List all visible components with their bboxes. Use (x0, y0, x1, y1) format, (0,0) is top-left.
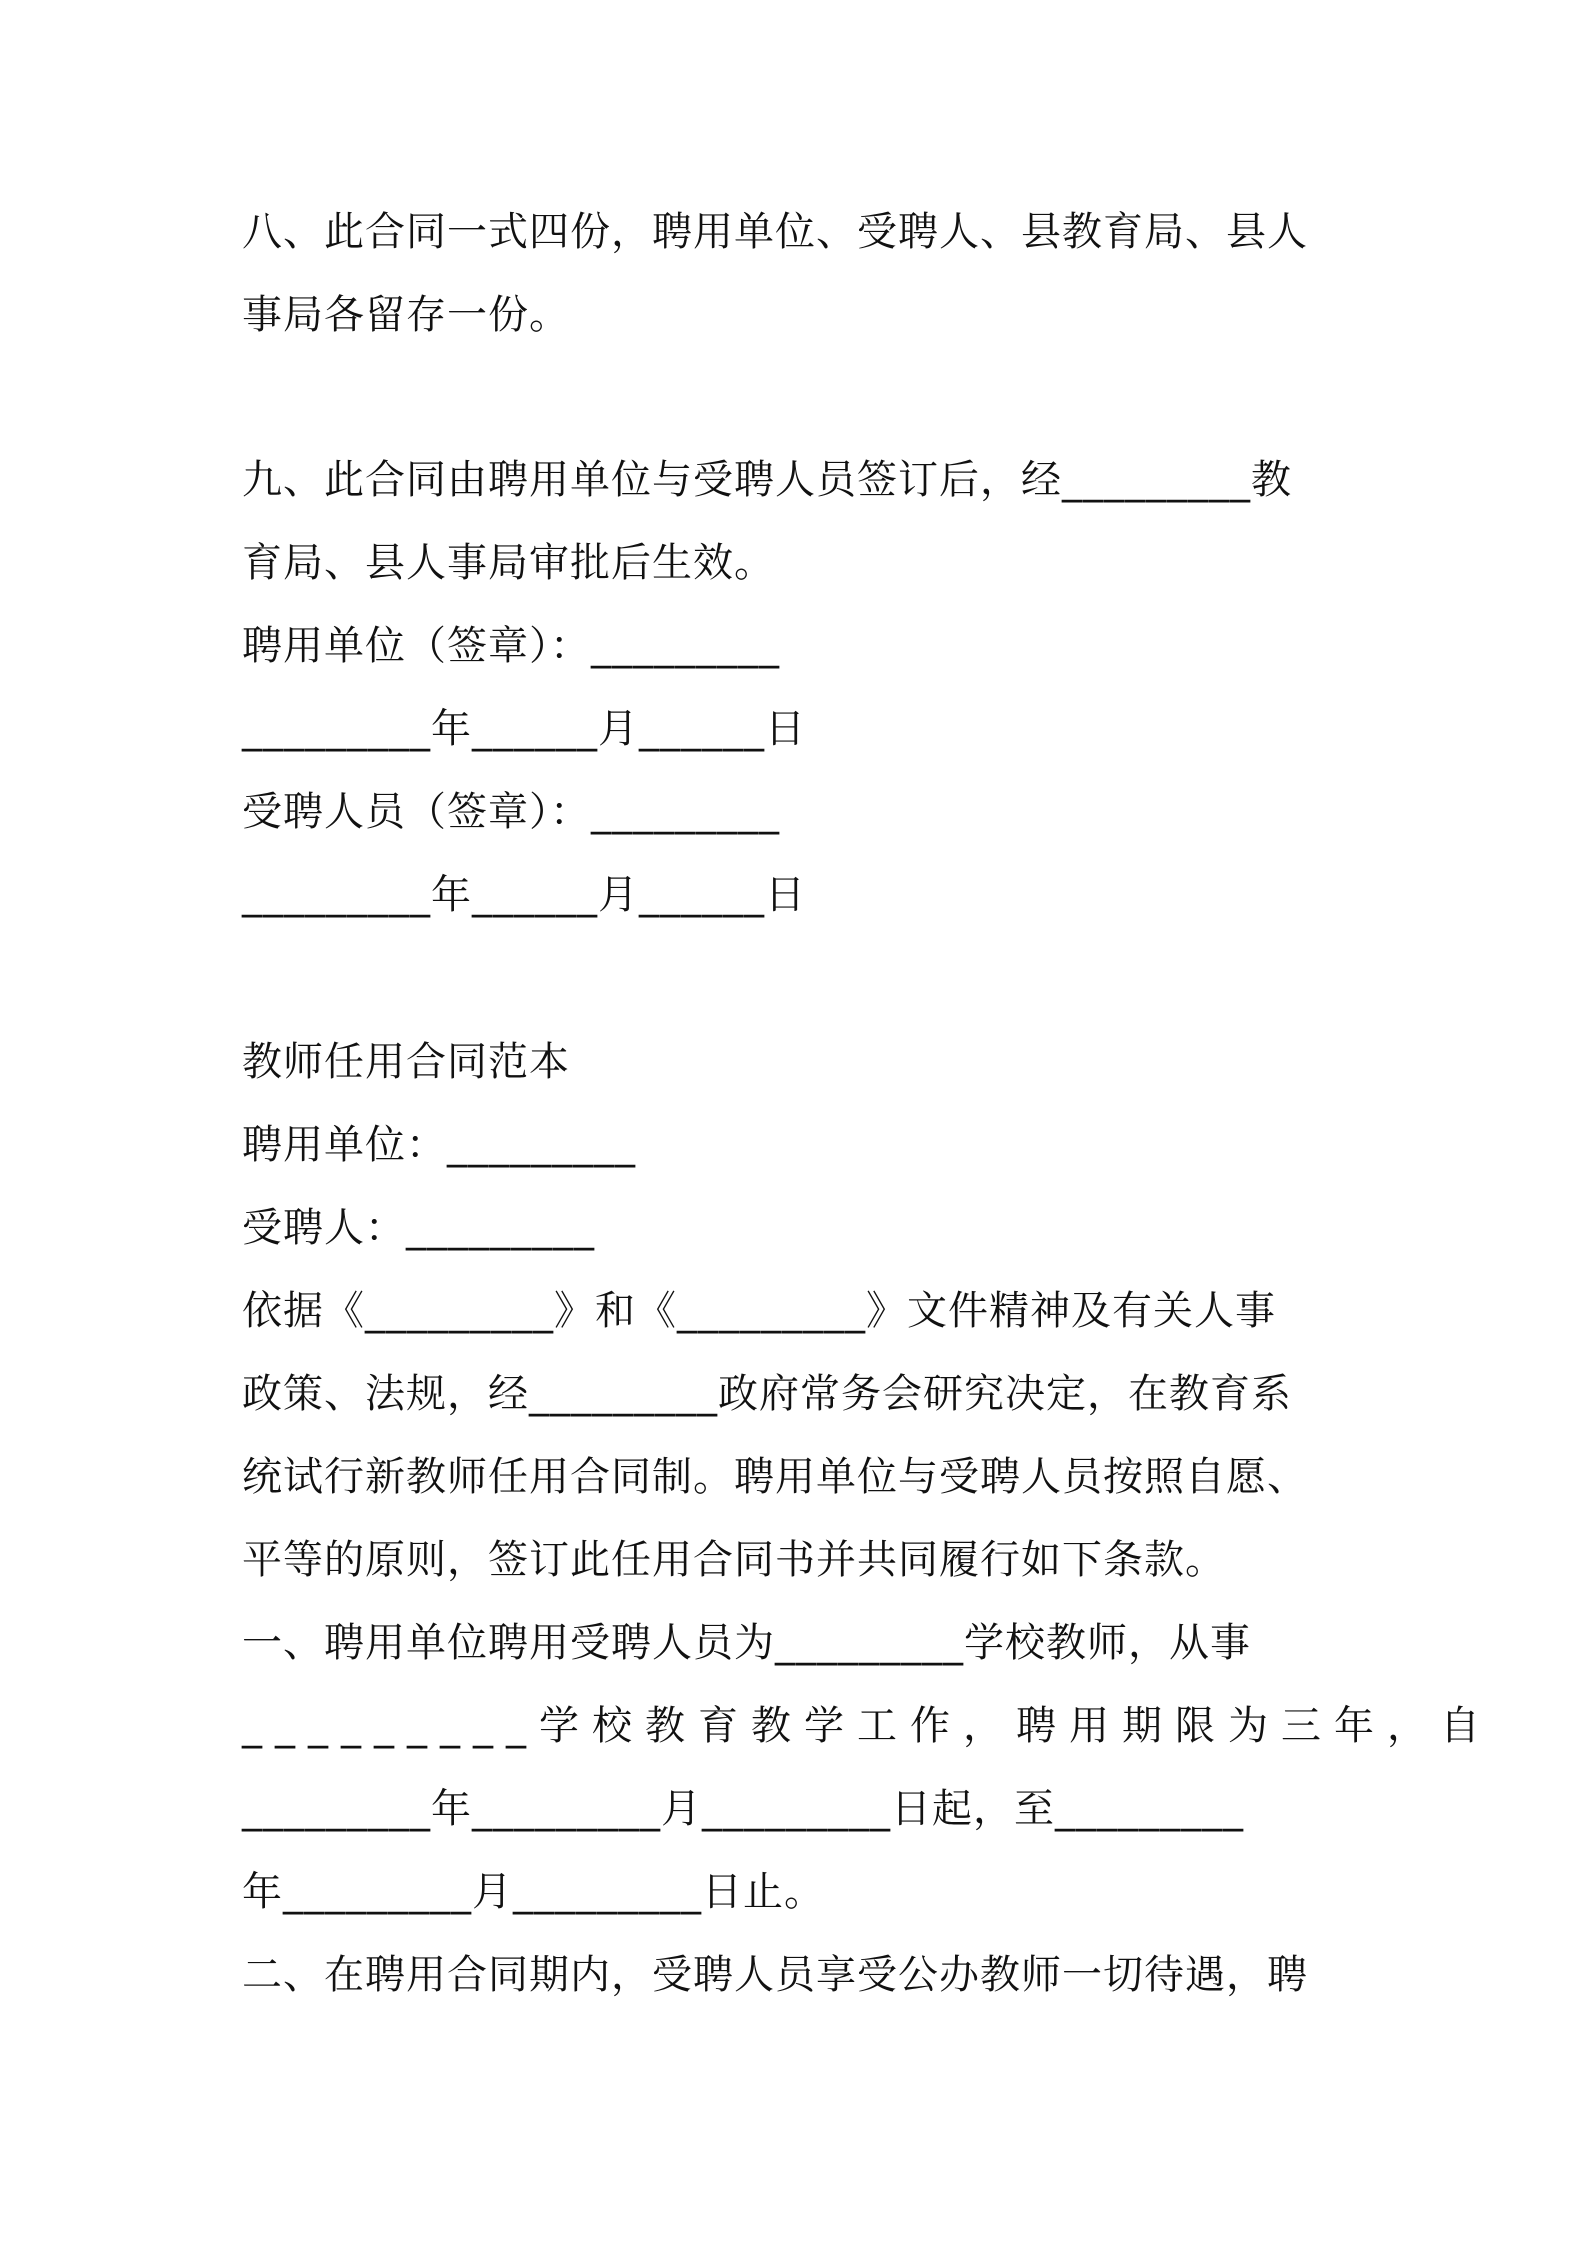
employee-signature-line: 受聘人员（签章）：_________ (242, 789, 780, 835)
clause-1-line-3: _________年_________月_________日起，至_________ (242, 1786, 1244, 1832)
employer-field: 聘用单位：_________ (242, 1122, 636, 1168)
clause-1-line-1: 一、聘用单位聘用受聘人员为_________学校教师，从事 (242, 1620, 1251, 1666)
employee-date-line: _________年______月______日 (242, 872, 806, 918)
preamble-line-3: 统试行新教师任用合同制。聘用单位与受聘人员按照自愿、 (242, 1454, 1308, 1500)
preamble-line-1: 依据《_________》和《_________》文件精神及有关人事 (242, 1288, 1276, 1334)
clause-9-line-1: 九、此合同由聘用单位与受聘人员签订后，经_________教 (242, 457, 1292, 503)
employer-signature-line: 聘用单位（签章）：_________ (242, 623, 780, 669)
clause-2-line-1: 二、在聘用合同期内，受聘人员享受公办教师一切待遇，聘 (242, 1952, 1308, 1998)
clause-1-line-4: 年_________月_________日止。 (242, 1869, 825, 1915)
preamble-line-2: 政策、法规，经_________政府常务会研究决定，在教育系 (242, 1371, 1292, 1417)
clause-8-line-1: 八、此合同一式四份，聘用单位、受聘人、县教育局、县人 (242, 209, 1308, 255)
preamble-line-4: 平等的原则，签订此任用合同书并共同履行如下条款。 (242, 1537, 1226, 1583)
clause-1-line-2: _________学校教育教学工作，聘用期限为三年，自 (242, 1703, 1493, 1749)
contract-title: 教师任用合同范本 (242, 1039, 570, 1085)
clause-8-line-2: 事局各留存一份。 (242, 292, 570, 338)
clause-9-line-2: 育局、县人事局审批后生效。 (242, 540, 775, 586)
employer-date-line: _________年______月______日 (242, 706, 806, 752)
employee-field: 受聘人：_________ (242, 1205, 595, 1251)
